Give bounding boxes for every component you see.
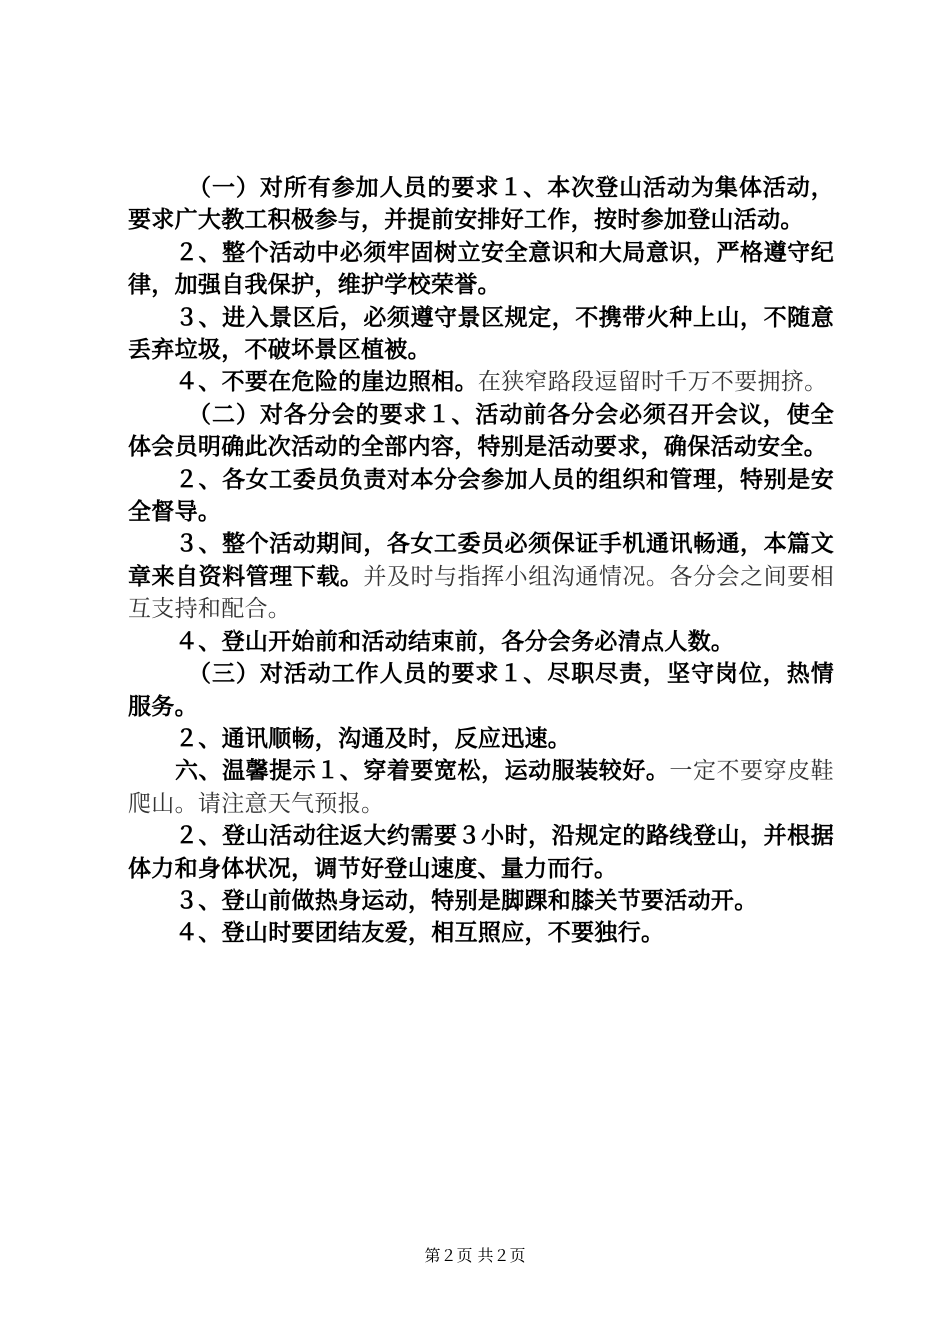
paragraph-text: ３、登山前做热身运动，特别是脚踝和膝关节要活动开。	[175, 887, 758, 914]
paragraph-text: ３、整个活动期间，各女工委员必须保证手机通讯畅通，本篇文章来自资料管理下载。	[128, 531, 834, 590]
paragraph-text: 六、温馨提示１、穿着要宽松，运动服装较好。	[175, 758, 670, 785]
paragraph-4	[128, 366, 834, 398]
paragraph-text: ２、整个活动中必须牢固树立安全意识和大局意识，严格遵守纪律，加强自我保护，维护学校荣誉。	[128, 239, 834, 299]
paragraph-text: （一）对所有参加人员的要求１、本次登山活动为集体活动，要求广大教工积极参与，并提前安排好工作，按时参加登山活动。	[128, 175, 834, 234]
paragraph-text: （二）对各分会的要求１、活动前各分会必须召开会议，使全体会员明确此次活动的全部内容，特别是活动要求，确保活动安全。	[128, 401, 834, 461]
paragraph-5	[128, 399, 834, 464]
paragraph-tail: 在狭窄路段逗留时千万不要拥挤。	[477, 369, 828, 396]
paragraph-12	[128, 820, 834, 885]
paragraph-3	[128, 302, 834, 367]
paragraph-text: ３、进入景区后，必须遵守景区规定，不携带火种上山，不随意丢弃垃圾，不破坏景区植被。	[128, 304, 834, 364]
paragraph-8	[128, 626, 834, 658]
paragraph-13	[128, 885, 834, 917]
paragraph-tail: 并及时与指挥小组沟通情况。各分会之间要相互支持和配合。	[128, 563, 835, 623]
paragraph-6	[128, 464, 834, 529]
paragraph-text: ２、通讯顺畅，沟通及时，反应迅速。	[175, 725, 572, 752]
paragraph-7	[128, 528, 834, 625]
paragraph-14	[128, 917, 834, 949]
document-body	[128, 172, 834, 950]
paragraph-text: ４、登山时要团结友爱，相互照应，不要独行。	[175, 920, 665, 947]
paragraph-10	[128, 723, 834, 755]
page-number-label: 第２页 共２页	[424, 1246, 526, 1265]
paragraph-text: （三）对活动工作人员的要求１、尽职尽责，坚守岗位，热情服务。	[128, 661, 834, 720]
paragraph-text: ２、登山活动往返大约需要３小时，沿规定的路线登山，并根据体力和身体状况，调节好登山速度、量力而行。	[128, 823, 834, 882]
paragraph-1	[128, 172, 834, 237]
paragraph-9	[128, 658, 834, 723]
paragraph-2	[128, 237, 834, 302]
paragraph-text: ４、登山开始前和活动结束前，各分会务必清点人数。	[175, 628, 735, 655]
paragraph-text: ４、不要在危险的崖边照相。	[175, 369, 478, 396]
page-footer	[0, 1243, 950, 1266]
paragraph-11	[128, 755, 834, 820]
paragraph-text: ２、各女工委员负责对本分会参加人员的组织和管理，特别是安全督导。	[128, 466, 834, 526]
paragraph-tail: 一定不要穿皮鞋爬山。请注意天气预报。	[128, 758, 834, 817]
